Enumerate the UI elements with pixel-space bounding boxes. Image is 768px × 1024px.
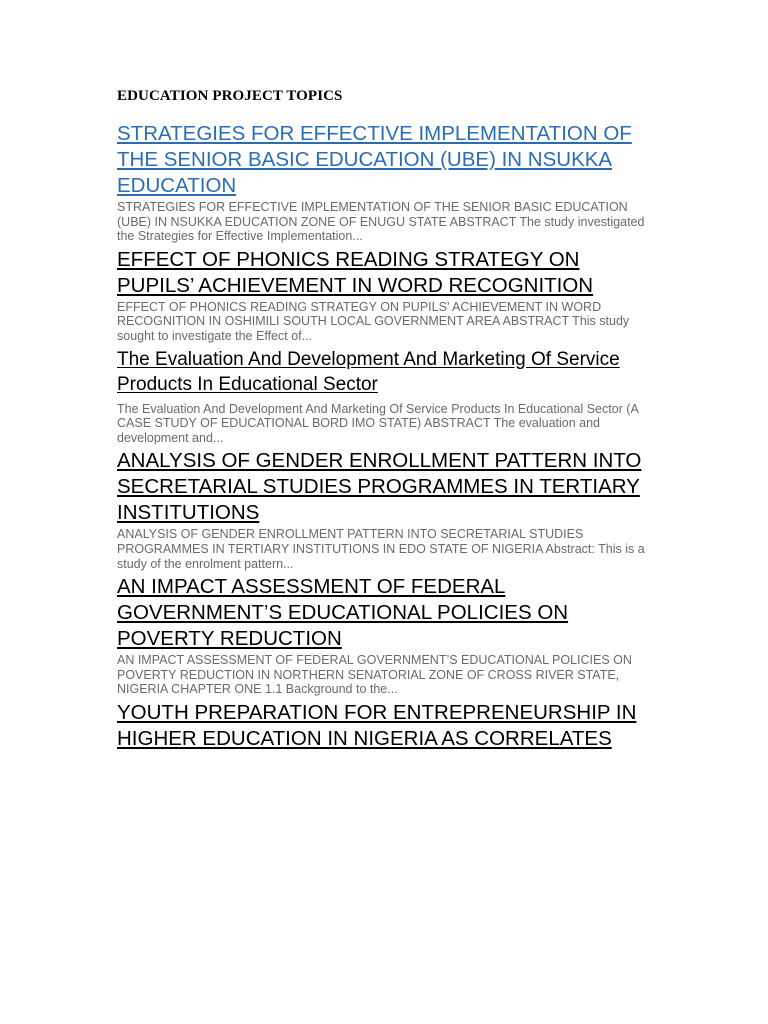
- topic-title-link[interactable]: YOUTH PREPARATION FOR ENTREPRENEURSHIP IN HIGHER EDUCATION IN NIGERIA AS CORRELATES: [117, 700, 637, 750]
- topic-entry: [117, 700, 657, 752]
- topic-title-link[interactable]: STRATEGIES FOR EFFECTIVE IMPLEMENTATION OF THE SENIOR BASIC EDUCATION (UBE) IN NSUKKA EDUCATION: [117, 122, 632, 197]
- topic-entry: [117, 347, 657, 446]
- topic-list: [117, 121, 657, 752]
- topic-excerpt: STRATEGIES FOR EFFECTIVE IMPLEMENTATION OF THE SENIOR BASIC EDUCATION (UBE) IN NSUKKA EDUCATION ZONE OF ENUGU STATE ABSTRACT The study investigated the Strategies for Effective Implementation...: [117, 200, 645, 244]
- topic-excerpt: The Evaluation And Development And Marketing Of Service Products In Educational Sector (A CASE STUDY OF EDUCATIONAL BORD IMO STATE) ABSTRACT The evaluation and development and...: [117, 401, 639, 445]
- topic-entry: [117, 247, 657, 344]
- topic-excerpt: AN IMPACT ASSESSMENT OF FEDERAL GOVERNMENT’S EDUCATIONAL POLICIES ON POVERTY REDUCTION IN NORTHERN SENATORIAL ZONE OF CROSS RIVER STATE, NIGERIA CHAPTER ONE 1.1 Background to the...: [117, 653, 632, 697]
- topic-title-link[interactable]: EFFECT OF PHONICS READING STRATEGY ON PUPILS’ ACHIEVEMENT IN WORD RECOGNITION: [117, 247, 594, 297]
- page-title: EDUCATION PROJECT TOPICS: [117, 88, 343, 104]
- topic-entry: [117, 574, 657, 697]
- topic-entry: [117, 448, 657, 571]
- topic-title-link[interactable]: AN IMPACT ASSESSMENT OF FEDERAL GOVERNMENT’S EDUCATIONAL POLICIES ON POVERTY REDUCTION: [117, 575, 569, 651]
- topic-title-link[interactable]: ANALYSIS OF GENDER ENROLLMENT PATTERN INTO SECRETARIAL STUDIES PROGRAMMES IN TERTIARY INSTITUTIONS: [117, 449, 642, 525]
- topic-title-link[interactable]: The Evaluation And Development And Marketing Of Service Products In Educational Sector: [117, 348, 620, 396]
- topic-entry: [117, 121, 657, 244]
- topic-excerpt: EFFECT OF PHONICS READING STRATEGY ON PUPILS’ ACHIEVEMENT IN WORD RECOGNITION IN OSHIMILI SOUTH LOCAL GOVERNMENT AREA ABSTRACT This study sought to investigate the Effect of...: [117, 299, 630, 343]
- topic-excerpt: ANALYSIS OF GENDER ENROLLMENT PATTERN INTO SECRETARIAL STUDIES PROGRAMMES IN TERTIARY INSTITUTIONS IN EDO STATE OF NIGERIA Abstract: This is a study of the enrolment pattern...: [117, 527, 645, 571]
